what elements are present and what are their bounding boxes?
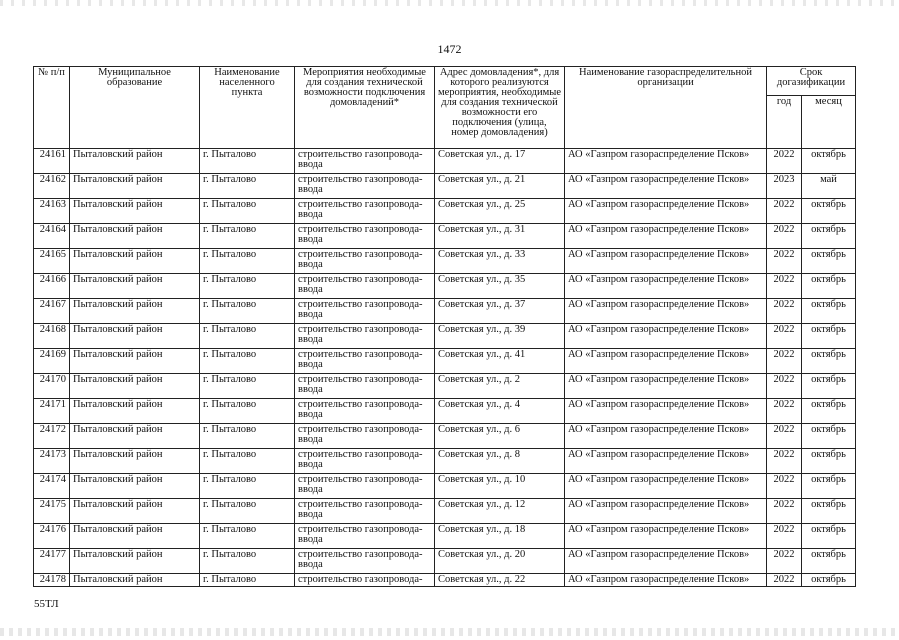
cell-organization: АО «Газпром газораспределение Псков» [565, 149, 767, 174]
cell-organization: АО «Газпром газораспределение Псков» [565, 349, 767, 374]
cell-num: 24176 [34, 524, 70, 549]
header-municipality: Муниципальное образование [70, 67, 200, 149]
cell-month: октябрь [802, 199, 856, 224]
cell-settlement: г. Пыталово [200, 499, 295, 524]
cell-organization: АО «Газпром газораспределение Псков» [565, 224, 767, 249]
cell-address: Советская ул., д. 6 [435, 424, 565, 449]
cell-address: Советская ул., д. 17 [435, 149, 565, 174]
cell-municipality: Пыталовский район [70, 399, 200, 424]
cell-year: 2022 [767, 499, 802, 524]
cell-num: 24173 [34, 449, 70, 474]
cell-municipality: Пыталовский район [70, 224, 200, 249]
cell-municipality: Пыталовский район [70, 174, 200, 199]
cell-month: октябрь [802, 149, 856, 174]
cell-year: 2022 [767, 399, 802, 424]
cell-organization: АО «Газпром газораспределение Псков» [565, 249, 767, 274]
cell-month: май [802, 174, 856, 199]
cell-year: 2022 [767, 424, 802, 449]
cell-municipality: Пыталовский район [70, 524, 200, 549]
cell-address: Советская ул., д. 33 [435, 249, 565, 274]
page-number: 1472 [437, 42, 462, 56]
cell-address: Советская ул., д. 39 [435, 324, 565, 349]
cell-organization: АО «Газпром газораспределение Псков» [565, 174, 767, 199]
cell-month: октябрь [802, 349, 856, 374]
cell-num: 24161 [34, 149, 70, 174]
cell-month: октябрь [802, 399, 856, 424]
cell-organization: АО «Газпром газораспределение Псков» [565, 399, 767, 424]
cell-month: октябрь [802, 374, 856, 399]
cell-num: 24169 [34, 349, 70, 374]
cell-num: 24177 [34, 549, 70, 574]
cell-month: октябрь [802, 249, 856, 274]
cell-settlement: г. Пыталово [200, 449, 295, 474]
cell-year: 2022 [767, 474, 802, 499]
cell-measure: строительство газопровода-ввода [295, 349, 435, 374]
table-row [34, 474, 856, 499]
cell-year: 2022 [767, 224, 802, 249]
table-row [34, 399, 856, 424]
cell-municipality: Пыталовский район [70, 349, 200, 374]
cell-municipality: Пыталовский район [70, 299, 200, 324]
cell-year: 2022 [767, 349, 802, 374]
cell-measure: строительство газопровода-ввода [295, 474, 435, 499]
table-header [34, 67, 856, 149]
cell-year: 2022 [767, 574, 802, 587]
cell-settlement: г. Пыталово [200, 274, 295, 299]
cell-municipality: Пыталовский район [70, 199, 200, 224]
cell-municipality: Пыталовский район [70, 149, 200, 174]
table-row [34, 424, 856, 449]
header-measures: Мероприятия необходимые для создания технической возможности подключения домовладений* [295, 67, 435, 149]
cell-organization: АО «Газпром газораспределение Псков» [565, 549, 767, 574]
cell-month: октябрь [802, 474, 856, 499]
cell-organization: АО «Газпром газораспределение Псков» [565, 199, 767, 224]
table-row [34, 449, 856, 474]
cell-address: Советская ул., д. 4 [435, 399, 565, 424]
cell-settlement: г. Пыталово [200, 399, 295, 424]
cell-municipality: Пыталовский район [70, 374, 200, 399]
cell-address: Советская ул., д. 10 [435, 474, 565, 499]
cell-settlement: г. Пыталово [200, 574, 295, 587]
cell-month: октябрь [802, 449, 856, 474]
cell-address: Советская ул., д. 8 [435, 449, 565, 474]
cell-settlement: г. Пыталово [200, 174, 295, 199]
cell-num: 24168 [34, 324, 70, 349]
header-address: Адрес домовладения*, для которого реализуются мероприятия, необходимые для создания технической возможности его подключения (улица, номер домовладения) [435, 67, 565, 149]
cell-month: октябрь [802, 424, 856, 449]
cell-municipality: Пыталовский район [70, 474, 200, 499]
cell-measure: строительство газопровода- [295, 574, 435, 587]
cell-address: Советская ул., д. 41 [435, 349, 565, 374]
table-row [34, 249, 856, 274]
cell-year: 2022 [767, 299, 802, 324]
header-organization: Наименование газораспределительной организации [565, 67, 767, 149]
table-row [34, 199, 856, 224]
cell-settlement: г. Пыталово [200, 249, 295, 274]
cell-municipality: Пыталовский район [70, 549, 200, 574]
cell-year: 2022 [767, 374, 802, 399]
cell-year: 2022 [767, 524, 802, 549]
cell-municipality: Пыталовский район [70, 449, 200, 474]
cell-num: 24163 [34, 199, 70, 224]
cell-num: 24166 [34, 274, 70, 299]
cell-organization: АО «Газпром газораспределение Псков» [565, 299, 767, 324]
cell-settlement: г. Пыталово [200, 474, 295, 499]
header-month: месяц [802, 96, 856, 149]
table-row [34, 574, 856, 587]
cell-num: 24165 [34, 249, 70, 274]
cell-year: 2022 [767, 324, 802, 349]
cell-address: Советская ул., д. 20 [435, 549, 565, 574]
cell-month: октябрь [802, 274, 856, 299]
cell-measure: строительство газопровода-ввода [295, 324, 435, 349]
scan-edge-bottom [0, 628, 899, 636]
cell-address: Советская ул., д. 35 [435, 274, 565, 299]
cell-measure: строительство газопровода-ввода [295, 399, 435, 424]
cell-month: октябрь [802, 574, 856, 587]
table-row [34, 224, 856, 249]
cell-address: Советская ул., д. 18 [435, 524, 565, 549]
cell-settlement: г. Пыталово [200, 374, 295, 399]
cell-num: 24164 [34, 224, 70, 249]
cell-num: 24162 [34, 174, 70, 199]
cell-year: 2022 [767, 449, 802, 474]
cell-municipality: Пыталовский район [70, 249, 200, 274]
cell-settlement: г. Пыталово [200, 149, 295, 174]
cell-organization: АО «Газпром газораспределение Псков» [565, 274, 767, 299]
cell-settlement: г. Пыталово [200, 424, 295, 449]
cell-measure: строительство газопровода-ввода [295, 174, 435, 199]
cell-address: Советская ул., д. 21 [435, 174, 565, 199]
cell-settlement: г. Пыталово [200, 324, 295, 349]
cell-organization: АО «Газпром газораспределение Псков» [565, 574, 767, 587]
table-row [34, 499, 856, 524]
cell-measure: строительство газопровода-ввода [295, 424, 435, 449]
footer-code: 55ТЛ [34, 598, 59, 610]
scan-edge-top [0, 0, 899, 6]
cell-measure: строительство газопровода-ввода [295, 149, 435, 174]
header-num: № п/п [34, 67, 70, 149]
cell-month: октябрь [802, 549, 856, 574]
cell-measure: строительство газопровода-ввода [295, 449, 435, 474]
cell-address: Советская ул., д. 25 [435, 199, 565, 224]
cell-settlement: г. Пыталово [200, 549, 295, 574]
table-row [34, 349, 856, 374]
cell-measure: строительство газопровода-ввода [295, 249, 435, 274]
table-row [34, 274, 856, 299]
cell-year: 2022 [767, 549, 802, 574]
cell-organization: АО «Газпром газораспределение Псков» [565, 424, 767, 449]
cell-address: Советская ул., д. 22 [435, 574, 565, 587]
cell-address: Советская ул., д. 12 [435, 499, 565, 524]
table-body [34, 149, 856, 587]
cell-measure: строительство газопровода-ввода [295, 199, 435, 224]
header-settlement: Наименование населенного пункта [200, 67, 295, 149]
cell-measure: строительство газопровода-ввода [295, 549, 435, 574]
table-row [34, 374, 856, 399]
cell-month: октябрь [802, 224, 856, 249]
cell-settlement: г. Пыталово [200, 524, 295, 549]
cell-settlement: г. Пыталово [200, 199, 295, 224]
cell-settlement: г. Пыталово [200, 224, 295, 249]
cell-num: 24170 [34, 374, 70, 399]
header-term: Срок догазификации [767, 67, 856, 96]
table-row [34, 149, 856, 174]
cell-year: 2022 [767, 249, 802, 274]
header-year: год [767, 96, 802, 149]
cell-measure: строительство газопровода-ввода [295, 224, 435, 249]
cell-num: 24167 [34, 299, 70, 324]
cell-measure: строительство газопровода-ввода [295, 524, 435, 549]
cell-address: Советская ул., д. 2 [435, 374, 565, 399]
cell-num: 24172 [34, 424, 70, 449]
cell-year: 2023 [767, 174, 802, 199]
cell-num: 24174 [34, 474, 70, 499]
cell-organization: АО «Газпром газораспределение Псков» [565, 449, 767, 474]
cell-municipality: Пыталовский район [70, 324, 200, 349]
cell-measure: строительство газопровода-ввода [295, 299, 435, 324]
cell-municipality: Пыталовский район [70, 574, 200, 587]
cell-year: 2022 [767, 199, 802, 224]
cell-measure: строительство газопровода-ввода [295, 374, 435, 399]
cell-month: октябрь [802, 524, 856, 549]
gasification-table [33, 66, 856, 587]
cell-organization: АО «Газпром газораспределение Псков» [565, 324, 767, 349]
cell-organization: АО «Газпром газораспределение Псков» [565, 474, 767, 499]
cell-municipality: Пыталовский район [70, 274, 200, 299]
cell-month: октябрь [802, 499, 856, 524]
cell-num: 24171 [34, 399, 70, 424]
table-row [34, 174, 856, 199]
cell-settlement: г. Пыталово [200, 349, 295, 374]
cell-month: октябрь [802, 324, 856, 349]
cell-measure: строительство газопровода-ввода [295, 274, 435, 299]
cell-month: октябрь [802, 299, 856, 324]
table-row [34, 299, 856, 324]
cell-organization: АО «Газпром газораспределение Псков» [565, 374, 767, 399]
table-row [34, 524, 856, 549]
cell-address: Советская ул., д. 37 [435, 299, 565, 324]
cell-year: 2022 [767, 149, 802, 174]
cell-num: 24178 [34, 574, 70, 587]
cell-organization: АО «Газпром газораспределение Псков» [565, 524, 767, 549]
cell-municipality: Пыталовский район [70, 499, 200, 524]
cell-year: 2022 [767, 274, 802, 299]
cell-municipality: Пыталовский район [70, 424, 200, 449]
table-row [34, 324, 856, 349]
cell-num: 24175 [34, 499, 70, 524]
cell-organization: АО «Газпром газораспределение Псков» [565, 499, 767, 524]
table-row [34, 549, 856, 574]
cell-measure: строительство газопровода-ввода [295, 499, 435, 524]
cell-address: Советская ул., д. 31 [435, 224, 565, 249]
cell-settlement: г. Пыталово [200, 299, 295, 324]
